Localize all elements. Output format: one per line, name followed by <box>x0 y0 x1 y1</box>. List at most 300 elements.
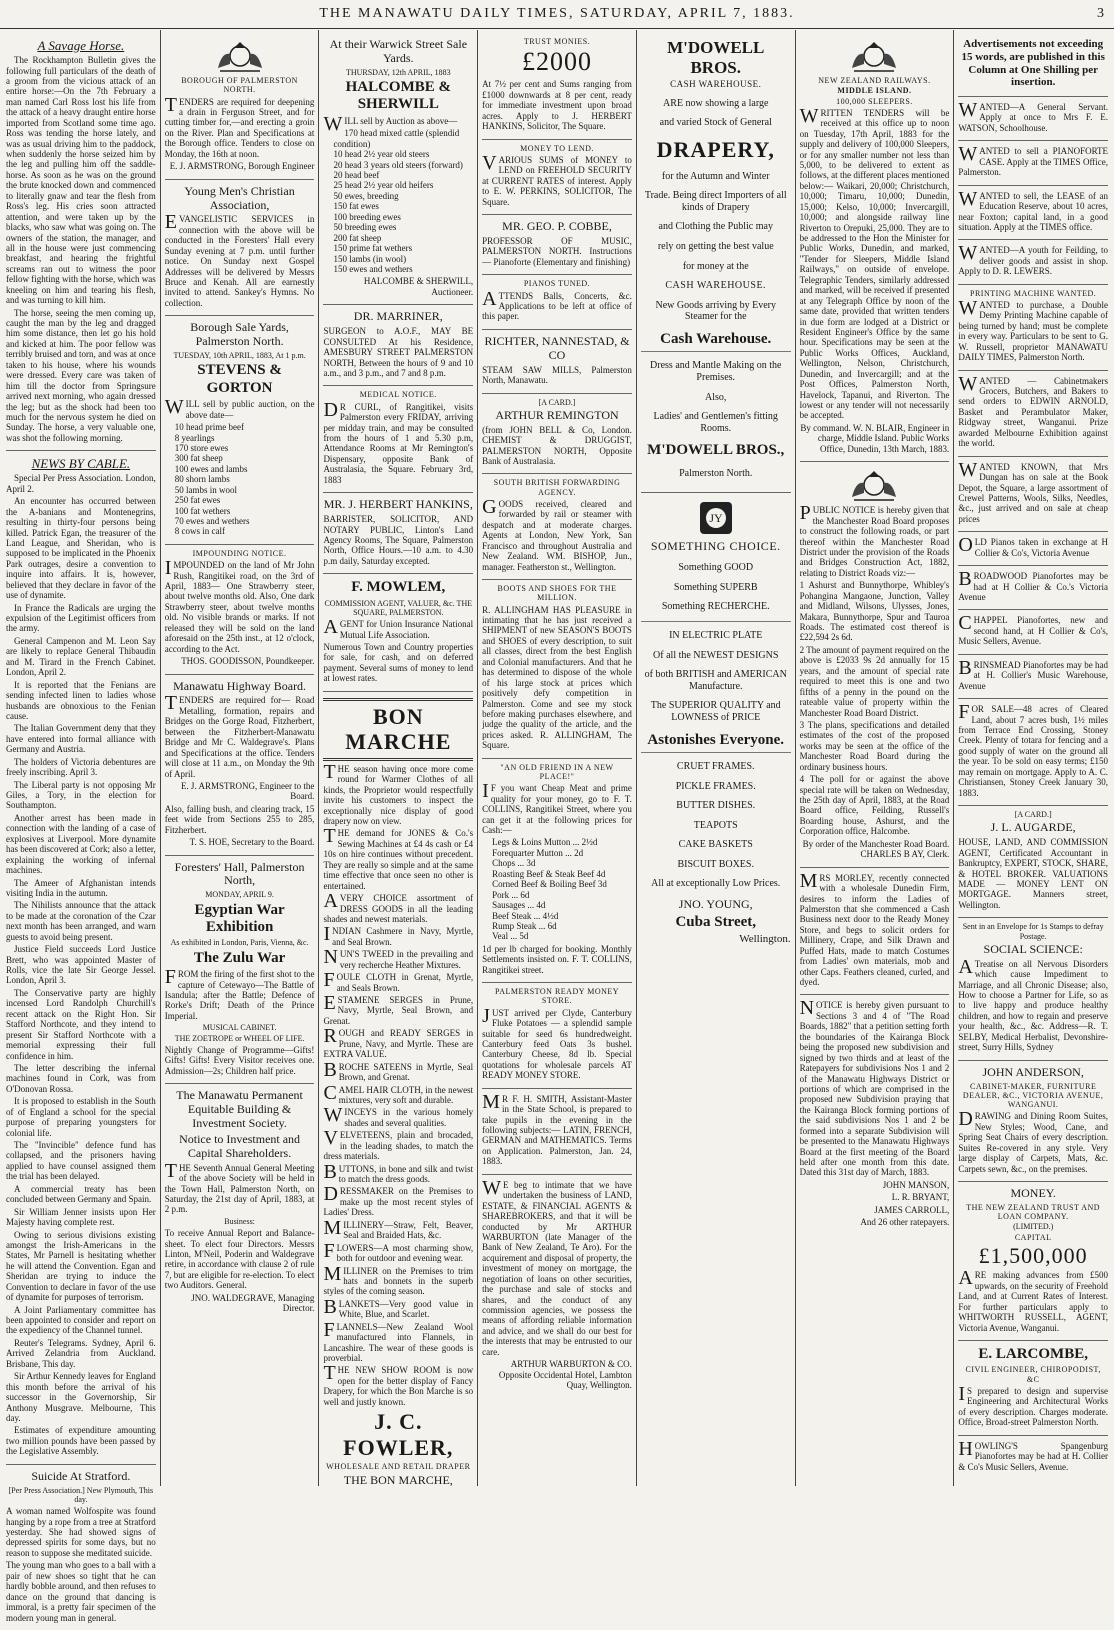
ad-title: Foresters' Hall, Palmerston North, <box>174 859 305 888</box>
ad-body: DR CURL, of Rangitikei, visits Palmerston every FRIDAY, arriving per midday train, and may be consulted from the hours of 1 and 5.30 p.m, Attendance Rooms at Mr Remington's Dispensary, opposite Bank of Australasia, the Square. February 3rd, 1883 <box>323 398 474 485</box>
ad-title: At their Warwick Street Sale Yards. <box>329 37 468 65</box>
ad-title: ARTHUR REMINGTON <box>495 407 619 422</box>
zulu-title: The Zulu War <box>193 949 286 966</box>
paragraph: The holders of Victoria debentures are freely inscribing. April 3. <box>6 756 156 778</box>
ad-signature: By order of the Manchester Road Board. CHARLES B AY, Clerk. <box>802 838 950 860</box>
list-item: 20 head beef <box>333 170 380 181</box>
ad-line: Something GOOD <box>678 562 754 574</box>
mdowell-bros-ad <box>641 33 791 493</box>
ad-body: WE beg to intimate that we have undertaken the business of LAND, ESTATE, & FINANCIAL AGENTS & SHAREBROKERS, and that it will be conducted by Mr ARTHUR WARBURTON (late Manager of the Bank of New Zealand, Te Aro). For the acquirement and disposal of property, the investment of money on mortgage, the negotiation of loans on other securities, the purchase and sale of stocks and shares, and the conduct of any commission agencies, we possess the means of affording reliable information and advice, and we shall do our best for the interests that may be entrusted to our care. <box>482 1176 632 1357</box>
wanted-ad <box>958 97 1108 141</box>
list-item: 100 fat wethers <box>174 505 231 516</box>
ad-title: JOHN ANDERSON, <box>982 1064 1084 1079</box>
ad-date: THURSDAY, 12th APRIL, 1883 <box>345 67 451 77</box>
list-item: 10 head prime beef <box>174 422 244 433</box>
list-item: 50 breeding ewes <box>333 222 397 233</box>
cash-warehouse: CASH WAREHOUSE. <box>665 280 767 292</box>
ad-item: BLANKETS—Very good value in White, Blue, and Scarlet. <box>323 1295 474 1320</box>
capital-amount: £1,500,000 <box>978 1242 1088 1268</box>
amount: £2000 <box>522 47 593 77</box>
for-sale-ad <box>958 699 1108 806</box>
ad-signature: T. S. HOE, Secretary to the Board. <box>189 837 315 848</box>
ad-title: Manawatu Highway Board. <box>173 678 307 693</box>
ad-body: WANTED to sell, the LEASE of an Education Reserve, about 10 acres, near Foxton; capital land, in a good situation. Apply at the TIMES office. <box>958 187 1109 232</box>
subdivision-notice-ad <box>800 995 950 1234</box>
ad-body: ATreatise on all Nervous Disorders which cause Impediment to Marriage, and all Chronic Disease; also, How to choose a Partner for Life, so as to live happy and produce healthy children, and how to regain and preserve your health, &c., &c. Address—R. T. SELBY, Medical Herbalist, Devonshire-street, Surry Hills, Sydney <box>958 955 1109 1053</box>
fowler-sub2: THE BON MARCHE, <box>343 1472 453 1487</box>
price-list <box>492 837 632 941</box>
ad-body: At 7½ per cent and Sums ranging from £1000 downwards at 8 per cent, ready for immediate investment upon broad acres. Apply to J. HERBERT HANKINS, Solicitor, The Square. <box>482 79 632 132</box>
ad-title: MONEY. <box>1010 1185 1056 1200</box>
ad-item: CAKE BASKETS <box>678 839 753 851</box>
ad-body: WRITTEN TENDERS will be received at this office up to noon on Tuesday, 17th April, 1883 for the supply and delivery of 100,000 Sleepers, or for any smaller number not less than 5,000, to be delivered to extent as follows, at the different places mentioned below:— Waikari, 20,000; Christchurch, 10,000; Timaru, 10,000; Dunedin, 15,000; Kelso, 10,000; Invercargill, 10,000; and alongside railway line Riverton to Orepuki, 25,000. They are to be addressed to the Hon the Minister for Public Works, Dunedin, and marked, "Tender for Sleepers, Middle Island Railways," on outside of envelope. Telegraphic Tenders, similarly addressed and marked, will be received if presented at any Telegraph Office by noon of the same date, provided that written tenders in due form are lodged at a District or Resident Engineer's Office by the same hour. Specifications may be seen at the Public Works Offices, Auckland, Wellington, Nelson, Christchurch, Dunedin, and Invercargill; and at the Post Offices, Palmerston North, Havelock, Tapanui, and Riverton. The lowest or any tender will not necessarily be accepted. <box>799 104 950 421</box>
augarde-ad <box>958 806 1108 918</box>
ad-item: ESTAMENE SERGES in Prune, Navy, Myrtle, Seal Brown, and Grenat. <box>323 992 474 1026</box>
wanted-ad <box>958 141 1108 185</box>
ad-body: WANTED KNOWN, that Mrs Dungan has on sale at the Book Depot, the Square, a large assortment of Crewel Patterns, Wools, Silks, Needles, &c., just arrived and on sale at cheap prices <box>958 458 1109 524</box>
ad-body: TENDERS are required for deepening a drain in Ferguson Street, and for cutting timber for,—and erecting a groin on the River. Plan and Specifications at the Borough office. Tenders to close on Monday, the 16th at noon. <box>164 93 315 159</box>
ad-body: CHAPPEL Pianofortes, new and second hand, at H Collier & Co's, Music Sellers, Avenue. <box>958 612 1109 647</box>
ad-title: MR. J. HERBERT HANKINS, <box>323 497 473 512</box>
ready-money-store-ad <box>482 983 632 1089</box>
ad-title: "AN OLD FRIEND IN A NEW PLACE!" <box>500 762 614 781</box>
paragraph: Estimates of expenditure amounting two million pounds have been passed by the Legislative Assembly. <box>6 1425 156 1457</box>
ad-title: E. LARCOMBE, <box>978 1346 1088 1363</box>
list-item: 50 lambs in wool <box>174 484 237 495</box>
ad-body: PUBLIC NOTICE is hereby given that the Manchester Road Board proposes to construct the following roads, or part thereof within the Manchester Road District under the provision of the Roads and Bridges Construction Act, 1882, relating to District Roads viz:— <box>799 502 950 578</box>
ad-item: FLANNELS—New Zealand Wool manufactured into Flannels, in Lancashire. The wear of these goods is proverbial. <box>323 1318 474 1364</box>
trust-loan-ad <box>958 1182 1108 1341</box>
piano-ad <box>958 532 1108 566</box>
ad-signature: By command. W. N. BLAIR, Engineer in charge, Middle Island. Public Works Office, Dunedin, 13th March, 1883. <box>800 422 950 454</box>
paragraph: Reuter's Telegrams. Sydney, April 6. Arrived Zelandria from Auckland. Brisbane, This day. <box>6 1337 156 1369</box>
classified-header <box>958 33 1108 97</box>
column-1 <box>2 30 161 1623</box>
list-item: 170 head mixed cattle (splendid condition) <box>333 128 460 149</box>
ad-title: SOMETHING CHOICE. <box>650 539 781 554</box>
ad-sub: CABINET-MAKER, FURNITURE DEALER, &C., VICTORIA AVENUE, WANGANUI. <box>962 1081 1104 1110</box>
warburton-ad <box>482 1175 632 1398</box>
ad-title: SOUTH BRITISH FORWARDING AGENCY. <box>493 478 621 497</box>
article-body <box>6 473 156 1456</box>
ad-body: ATTENDS Balls, Concerts, &c. Applications to be left at office of this paper. <box>482 287 632 322</box>
ad-title: PIANOS TUNED. <box>523 279 591 289</box>
wanted-ad <box>958 240 1108 284</box>
list-item: 80 shorn lambs <box>174 474 230 485</box>
list-item: 10 head 2½ year old steers <box>333 149 430 160</box>
divider <box>641 752 791 753</box>
ad-title: Borough Sale Yards, Palmerston North. <box>190 320 289 349</box>
ad-item: MILLINERY—Straw, Felt, Beaver, Seal and Braided Hats, &c. <box>323 1216 474 1241</box>
ad-item: AVERY CHOICE assortment of DRESS GOODS in all the leading shades and newest materials. <box>323 890 474 924</box>
ad-subtitle: 100,000 SLEEPERS. <box>836 96 913 106</box>
ad-title: J. L. AUGARDE, <box>990 820 1076 835</box>
ad-line: Dress and Mantle Making on the Premises. <box>650 360 782 383</box>
ad-title: TRUST MONIES. <box>523 37 591 46</box>
piano-ad <box>958 610 1108 654</box>
ad-body: MR F. H. SMITH, Assistant-Master in the State School, is prepared to take pupils in the evening in the following subjects:— LATIN, FRENCH, GERMAN and MATHEMATICS. Terms on Application. Palmerston, Jan. 24, 1883. <box>482 1090 632 1167</box>
fowler-name: J. C. FOWLER, <box>343 1409 454 1460</box>
suicide-article <box>6 1465 156 1630</box>
ad-item: FLOWERS—A most charming show, both for outdoor and evening wear. <box>323 1239 474 1264</box>
paragraph: Owing to serious divisions existing amongst the Irish-Americans in the States, Mr Parnell is hesitating whether he will attend the Convention. Egan and Sheridan are trying to induce the Convention to declare in favor of the use of dynamite for purposes of terrorism. <box>6 1229 156 1303</box>
paragraph: The Nihilists announce that the attack to be made at the coronation of the Czar next month has been arranged, and warn guests to avoid being present. <box>6 900 156 942</box>
ad-item: FOULE CLOTH in Grenat, Myrtle, and Seals Brown. <box>323 969 474 993</box>
smith-tuition-ad <box>482 1089 632 1175</box>
paragraph: It is reported that the Fenians are sending infected linen to ladies whose husbands are obnoxious to the Fenian cause. <box>6 679 156 721</box>
railways-tender-ad <box>800 33 950 462</box>
ad-item: THE NEW SHOW ROOM is now open for the better display of Fancy Drapery, for which the Bon Marche is so well and justly known. <box>323 1362 474 1407</box>
ad-item: THE demand for JONES & Co.'s Sewing Machines at £4 4s cash or £4 10s on hire continues without precedent. They are really so simple and at the same time effective that once seen no other is entertained. <box>323 825 474 891</box>
ad-body: JUST arrived per Clyde, Canterbury Fluke Potatoes — a splendid sample suitable for seed 6s hundredweight. Canterbury feed Oats 3s bushel. Canterbury Cheese, 8d lb. Special quotations for wholesale parcels AT READY MONEY STORE. <box>482 1004 632 1081</box>
paragraph: Special Per Press Association. London, April 2. <box>6 473 156 494</box>
printing-machine-ad <box>958 285 1108 371</box>
ad-body: IMPOUNDED on the land of Mr John Rush, Rangitikei road, on the 3rd of April, 1883— One Strawberry steer, about twelve months old. Also, One dark Strawberry steer, about twelve months old. No visible brands or marks. If not released they will be sold on the land aforesaid on the 25th inst., at 12 o'clock, according to the Act. <box>164 557 315 654</box>
ad-line: and varied Stock of General <box>659 117 772 129</box>
list-item: 150 ewes and wethers <box>333 263 413 274</box>
price-row: Beef Steak ... 4½d <box>492 910 559 921</box>
ad-body: To receive Annual Report and Balance-sheet. To elect four Directors. Messrs Linton, M'Neil, Poderin and Waldegrave retire, in accordance with clause 2 of rule 7, but are eligible for re-election. To elect two Auditors. General. <box>164 1228 315 1291</box>
ad-sub: THE NEW ZEALAND TRUST AND LOAN COMPANY. <box>966 1202 1101 1222</box>
list-item: 100 ewes and lambs <box>174 463 248 474</box>
larcombe-ad <box>958 1341 1108 1436</box>
article-title: NEWS BY CABLE. <box>31 456 131 472</box>
howling-ad <box>958 1436 1108 1479</box>
ad-line: IN ELECTRIC PLATE <box>669 629 763 641</box>
paragraph: General Campenon and M. Leon Say are likely to replace General Thibaudin and M. Tirard in the French Cabinet. London, April 2. <box>6 635 156 678</box>
column-2 <box>161 30 320 1486</box>
borough-tender-ad <box>165 33 315 180</box>
ad-line: Of all the NEWEST DESIGNS <box>653 649 779 661</box>
ad-body: AGENT for Union Insurance National Mutual Life Association. <box>323 616 474 640</box>
ad-signature: ARTHUR WARBURTON & CO. Opposite Occidental Hotel, Lambton Quay, Wellington. <box>498 1359 632 1391</box>
list-item: 8 yearlings <box>174 432 215 443</box>
paragraph: It is proposed to establish in the South of of England a school for the special purpose of preparing youngsters for colonial life. <box>6 1096 156 1138</box>
page-number: 3 <box>1097 6 1106 21</box>
highway-board-ad <box>165 675 315 856</box>
ad-card: [A CARD.] <box>538 397 576 407</box>
price-row: Chops ... 3d <box>492 858 536 869</box>
money-to-lend-ad <box>482 140 632 215</box>
ad-title: MONEY TO LEND. <box>520 143 594 153</box>
masthead-title: THE MANAWATU DAILY TIMES, SATURDAY, APRIL 7, 1883. <box>319 6 795 21</box>
ad-line: Something SUPERB <box>673 581 758 593</box>
masthead <box>0 6 1114 29</box>
column-5 <box>637 30 796 1486</box>
list-item: 50 ewes, breeding <box>333 190 399 201</box>
list-item: 250 fat ewes <box>174 495 221 506</box>
ad-body: FOR SALE—48 acres of Cleared Land, about 7 acres bush, 1½ miles from Terrace End Crossing, Stoney Creek. Plenty of totara for fencing and a good supply of water on the ground all the year. To be sold on easy terms; £150 may remain on mortgage. Apply to A. C. Christiansen, Stoney Creek January 30, 1883. <box>958 701 1109 798</box>
ad-body: VARIOUS SUMS of MONEY to LEND on FREEHOLD SECURITY at CURRENT RATES of interest. Apply to E. W. PERKINS, SOLICITOR, The Square. <box>482 151 632 207</box>
ad-line: rely on getting the best value <box>657 240 774 252</box>
butcher-ad <box>482 759 632 983</box>
ad-signature: HALCOMBE & SHERWILL, Auctioneer. <box>363 276 474 297</box>
list-item: 200 fat sheep <box>333 232 382 243</box>
ad-line: All at exceptionally Low Prices. <box>651 878 781 890</box>
ad-line: and Clothing the Public may <box>658 221 773 233</box>
ad-item: CAMEL HAIR CLOTH, in the newest mixtures, very soft and durable. <box>323 1081 474 1105</box>
ad-body: STEAM SAW MILLS, Palmerston North, Manawatu. <box>482 364 632 386</box>
ad-body: HOWLING'S Spangenburg Pianofortes may be had at H. Collier & Co's Music Sellers, Avenue. <box>958 1437 1109 1472</box>
ad-line: New Goods arriving by Every Steamer for the <box>655 299 776 323</box>
ad-item: BUTTONS, in bone and silk and twist to match the dress goods. <box>323 1160 474 1185</box>
ad-title: MEDICAL NOTICE. <box>359 390 437 400</box>
stock-list <box>333 128 473 274</box>
wanted-known-ad <box>958 457 1108 533</box>
ad-title: RICHTER, NANNESTAD, & CO <box>484 333 630 362</box>
paragraph: A commercial treaty has been concluded between Germany and Spain. <box>6 1183 156 1205</box>
ad-signature: JOHN MANSON, <box>882 1179 950 1190</box>
marriner-ad <box>323 305 473 386</box>
ad-item: MILLINER on the Premises to trim hats and bonnets in the superb styles of the coming season. <box>323 1262 474 1297</box>
paragraph: Justice Field succeeds Lord Justice Brett, who was appointed Master of Rolls, vice the late Sir George Jessel. London, April 3. <box>6 944 156 986</box>
paragraph: In France the Radicals are urging the expulsion of the Legitimist officers from the army. <box>6 602 156 634</box>
ad-body: EVANGELISTIC SERVICES in connection with the above will be conducted in the Foresters' Hall every Sunday evening at 7 p.m. until further notice. On Sunday next Gospel Addresses will be delivered by Messrs Bruce and Kenah. All are earnestly invited to attend. Sankey's Hymns. No collection. <box>164 211 315 308</box>
ad-body: ARE making advances from £500 upwards, on the security of Freehold Land, and at Current Rates of Interest. For further particulars apply to WHITWORTH RUSSELL, AGENT, Victoria Avenue, Wanganui. <box>958 1267 1109 1333</box>
price-row: Roasting Beef & Steak Beef 4d <box>492 868 606 879</box>
stock-list <box>175 422 315 537</box>
list-item: 300 fat sheep <box>174 453 223 464</box>
piano-ad <box>958 655 1108 699</box>
column-4 <box>478 30 637 1486</box>
ad-line: The SUPERIOR QUALITY and LOWNESS of PRICE <box>650 700 781 723</box>
musical-cabinet: MUSICAL CABINET. <box>202 1023 277 1033</box>
divider <box>323 698 473 701</box>
trust-monies-ad <box>482 33 632 140</box>
paragraph: The horse, seeing the men coming up, caught the man by the leg and dragged him some distance, then let go his hold and kicked at him. The poor fellow was terribly bruised and torn, and was at once taken to his house, where his wounds were dressed. Every care was taken of him till the doctor from Springsure arrived next morning, who again dressed the leg; but as the shock had been too much for the nervous system he died on Sunday. The horse, a very valuable one, was shot the following morning. <box>6 307 156 443</box>
ad-item: NUN'S TWEED in the prevailing and very recherche Heather Mixtures. <box>323 946 474 970</box>
ad-sub: COMMISSION AGENT, VALUER, &c. THE SQUARE, PALMERSTON. <box>324 598 473 617</box>
ad-brand: M'DOWELL BROS., <box>647 442 785 459</box>
divider <box>641 351 791 352</box>
ymca-ad <box>165 180 315 317</box>
ad-item: BISCUIT BOXES. <box>677 858 754 870</box>
ad-sub: CIVIL ENGINEER, CHIROPODIST, &C <box>965 1365 1101 1384</box>
exhibition-title: Egyptian War Exhibition <box>194 901 285 936</box>
paragraph: Sir Arthur Kennedy leaves for England this month before the arrival of his successor in the Governorship, Sir Anthony Musgrave. Melbourne, This day. <box>6 1371 156 1423</box>
paragraph: The "Invincible" defence fund has collapsed, and the prisoners having applied to have counsel assigned them the trial has been delayed. <box>6 1140 156 1182</box>
ad-line: of both BRITISH and AMERICAN Manufacture. <box>644 669 787 692</box>
cobbe-ad <box>482 215 632 275</box>
divider <box>323 758 473 761</box>
morley-ad <box>800 868 950 996</box>
column-6 <box>796 30 955 1486</box>
ad-street: Cuba Street, <box>675 913 757 930</box>
ad-body: TENDERS are required for— Road Metalling, formation, repairs and Bridges on the Gorge Road, Fitzherbert, between the Fitzherbert-Manawatu Bridge and Mr C. Waldegrave's. Plans and Specifications at the office. Tenders will close at 11 a.m., on Monday the 9th of April. <box>164 692 315 779</box>
savage-horse-article <box>6 33 156 451</box>
cable-news-article <box>6 451 156 1464</box>
ad-body: SURGEON to A.O.F., MAY BE CONSULTED At his Residence, AMESBURY STREET PALMERSTON NORTH, Between the hours of 9 and 10 a.m., and 3 p.m., and 7 and 8 p.m. <box>323 326 474 378</box>
ad-signature: JAMES CARROLL, <box>874 1204 950 1215</box>
article-body <box>6 55 156 443</box>
ad-line: Ladies' and Gentlemen's fitting Rooms. <box>653 411 778 434</box>
ad-item: WINCEYS in the various homely shades and several qualities. <box>323 1104 474 1128</box>
ad-line: for the Autumn and Winter <box>661 170 770 182</box>
ad-signature: THOS. GOODISSON, Poundkeeper. <box>181 656 315 667</box>
paragraph: The letter describing the infernal machines found in Cork, was from O'Donovan Rossa. <box>6 1062 156 1094</box>
ad-date: TUESDAY, 10th APRIL, 1883, At 1 p.m. <box>173 351 306 361</box>
remington-ad <box>482 394 632 475</box>
paragraph: Another arrest has been made in connection with the landing of a case of explosives at Liverpool. More dynamite has been discovered at Cork; also a letter, explaining the working of infernal machines. <box>6 812 156 876</box>
ad-item: CRUET FRAMES. <box>676 760 755 772</box>
ad-title: The Manawatu Permanent Equitable Building & Investment Society. <box>176 1088 303 1130</box>
ad-title: BOROUGH OF PALMERSTON NORTH. <box>181 76 298 95</box>
boots-shoes-ad <box>482 580 632 759</box>
price-row: Forequarter Mutton ... 2d <box>492 847 584 858</box>
ad-line: Trade. Being direct Importers of all kinds of Drapery <box>644 190 787 213</box>
column-3 <box>319 30 478 1486</box>
price-row: Corned Beef & Boiling Beef 3d <box>492 879 607 890</box>
ad-signature: And 26 other ratepayers. <box>860 1217 950 1228</box>
ad-body: GOODS received, cleared and forwarded by rail or steamer with despatch and at moderate charges. Agents at London, New York, San Francisco and throughout Australia and New Zealand. WM. BISHOP, Jun., manager. Featherston st., Wellington. <box>482 496 632 572</box>
ad-item: 1 Ashurst and Bunnythorpe, Whibley's Pohangina Mangaone, Junction, Valley and Midland, Wilsons, Ulysses, Jones, Makara, Bunnythorpe, Spur and Tauroa Roads. The estimated cost thereof is £22,594 2s 6d. <box>799 580 950 643</box>
road-board-notice-ad <box>800 462 950 867</box>
social-science-ad <box>958 918 1108 1060</box>
list-item: 70 ewes and wethers <box>174 516 250 527</box>
ad-item: TEAPOTS <box>693 819 738 831</box>
ad-line: Something RECHERCHE. <box>661 601 770 613</box>
ad-title: Young Men's Christian Association, <box>184 183 295 212</box>
medical-notice-ad <box>323 386 473 493</box>
ad-title: IMPOUNDING NOTICE. <box>192 548 287 558</box>
royal-crest-icon <box>212 38 268 74</box>
list-item: 8 cows in calf <box>174 526 225 537</box>
exhibition-sub: As exhibited in London, Paris, Vienna, &c. <box>170 938 309 948</box>
ad-intro: WILL sell by Auction as above— <box>323 112 458 135</box>
price-row: Rump Steak ... 6d <box>492 920 557 931</box>
paragraph: A Joint Parliamentary committee has been appointed to consider and report on the expediency of the Channel tunnel. <box>6 1304 156 1336</box>
paragraph: The Ameer of Afghanistan intends visiting India in the autumn. <box>6 877 156 898</box>
ad-body: IF you want Cheap Meat and prime quality for your money, go to F. T. COLLINS, Rangitikei Street, where you can get it at the following prices for Cash:— <box>482 780 632 835</box>
ad-body: WANTED—A youth for Feilding, to deliver goods and assist in shop. Apply to D. R. LEWERS. <box>958 242 1109 277</box>
ad-subtitle: Notice to Investment and Capital Shareholders. <box>179 1131 301 1160</box>
cash-warehouse-bold: Cash Warehouse. <box>660 330 772 347</box>
ad-intro: THE season having once more come round for Warmer Clothes of all kinds, the Proprietor would respectfully invite his customers to inspect the exceptionally nice display of good drapery now on view. <box>323 760 474 827</box>
columns <box>2 30 1112 1623</box>
ad-body: IS prepared to design and supervise Engineering and Architectural Works of every description. Charges moderate. Office, Broad-street Palmerston North. <box>958 1382 1109 1428</box>
list-item: 150 lambs (in wool) <box>333 253 407 264</box>
ad-title: SOCIAL SCIENCE: <box>983 941 1083 956</box>
list-item: 150 prime fat wethers <box>333 243 413 254</box>
ad-body: Also, falling bush, and clearing track, 15 feet wide from Sections 255 to 285, Fitzherbert. <box>164 803 315 835</box>
ad-item: ROUGH and READY SERGES in Prune, Navy, and Myrtle. These are EXTRA VALUE. <box>323 1025 474 1060</box>
article-title: Suicide At Stratford. <box>31 1468 131 1483</box>
ad-item: PICKLE FRAMES. <box>675 780 756 792</box>
article-dateline: [Per Press Association.] New Plymouth, This day. <box>8 1485 154 1504</box>
building-society-ad <box>165 1084 315 1320</box>
ad-body: THE Seventh Annual General Meeting of the above Society will be held in the Town Hall, Palmerston North, on Saturday, the 21st day of April, 1883, at 2 p.m. <box>164 1159 315 1215</box>
ad-signature: E. J. ARMSTRONG, Engineer to the Board. <box>180 780 315 802</box>
filler-paragraph: The young man who goes to a ball with a pair of new shoes so tight that he can hardly bobble around, and then refuses to dance on the ground that dancing is immoral, is a pretty fair specimen of the modern young man in general. <box>6 1560 156 1623</box>
ad-brand: JNO. YOUNG, <box>678 897 753 912</box>
ad-body: DRAWING and Dining Room Suites, New Styles; Wood, Cane, and Spring Seat Chairs of every description. Suites Re-covered in any style. Very large display of Carpets, Mats, &c. Carpets sewn, &c., on the premises. <box>958 1108 1109 1174</box>
auctioneer-name: STEVENS & GORTON <box>197 362 282 396</box>
ad-intro: WILL sell by public auction, on the above date— <box>164 396 315 420</box>
ad-business: Business: <box>224 1216 255 1226</box>
ad-title: MR. GEO. P. COBBE, <box>502 219 612 234</box>
ad-body: WANTED to sell a PIANOFORTE CASE. Apply at the TIMES Office, Palmerston. <box>958 143 1109 178</box>
ad-body: WANTED to purchase, a Double Demy Printing Machine capable of being turned by hand; must be complete in every way. Particulars to be sent to G. W. Russell, proprietor MANAWATU DAILY TIMES, Palmerston North. <box>958 296 1109 363</box>
richter-ad <box>482 330 632 394</box>
column-7 <box>954 30 1112 1486</box>
fowler-sub: WHOLESALE AND RETAIL DRAPER <box>326 1462 471 1472</box>
ad-date: MONDAY, APRIL 9. <box>205 890 274 900</box>
ad-body: WANTED—A General Servant. Apply at once to Mrs F. E. WATSON, Schoolhouse. <box>958 99 1109 133</box>
ad-body: BRINSMEAD Pianofortes may be had at H. Collier's Music Warehouse, Avenue <box>958 656 1109 691</box>
ad-title: M'DOWELL BROS. <box>667 38 765 77</box>
ad-title: F. MOWLEM, <box>351 579 446 596</box>
drapery-heading: DRAPERY, <box>656 137 775 163</box>
ad-line: for money at the <box>682 260 749 272</box>
ad-item: 3 The plans, specifications and detailed estimates of the cost of the proposed works may be seen at the office of the Manchester Road Board during the ordinary business hours. <box>799 719 950 772</box>
ad-body: BARRISTER, SOLICITOR, AND NOTARY PUBLIC, Linton's Land Agency Rooms, The Square, Palmerston North, Office Hours.—10 a.m. to 4.30 p.m daily, Saturday excepted. <box>323 514 474 566</box>
paragraph: An encounter has occurred between the A-banians and Montenegrins, resulting in thirty-four persons being killed. Patrick Egan, the treasurer of the Land League, and Sheridan, who is supposed to be implicated in the Phoenix Park outrages, desire a convention to inquire into affairs. It is, however, believed that they declare in favor of the use of dynamite. <box>6 496 156 601</box>
ad-header: Advertisements not exceeding 15 words, are published in this Column at One Shilling per insertion. <box>961 38 1105 89</box>
ad-title: PALMERSTON READY MONEY STORE. <box>494 987 620 1006</box>
ad-body: Numerous Town and Country properties for sale, for cash, and on deferred payment. Several sums of money to lend at lowest rates. <box>323 642 474 684</box>
hankins-ad <box>323 493 473 574</box>
ad-title: BOOTS AND SHOES FOR THE MILLION. <box>497 584 617 603</box>
ad-body: BROADWOOD Pianofortes may be had at H Collier & Co.'s Victoria Avenue <box>958 568 1109 603</box>
piano-ad <box>958 566 1108 610</box>
ad-sub: (LIMITED.) <box>1013 1222 1054 1232</box>
ad-item: DRESSMAKER on the Premises to make up the most recent styles of Ladies' Dress. <box>323 1183 474 1218</box>
ad-body: PROFESSOR OF MUSIC, PALMERSTON NORTH. Instructions — Pianoforte (Elementary and finishing) <box>482 235 632 267</box>
article-body: A woman named Wolfospite was found hanging by a rope from a tree at Stratford yesterday. She had showed signs of depressed spirits for some days, but no reason to suppose she meditated suicide. <box>6 1506 156 1558</box>
bon-marche-ad <box>323 692 473 1495</box>
list-item: 150 fat ewes <box>333 201 379 212</box>
anderson-ad <box>958 1061 1108 1182</box>
ad-title: PRINTING MACHINE WANTED. <box>970 288 1097 298</box>
ad-title: DR. MARRINER, <box>353 309 443 324</box>
ad-item: BUTTER DISHES. <box>676 800 756 812</box>
impounding-ad <box>165 545 315 675</box>
price-row: Pork ... 6d <box>492 889 530 900</box>
royal-crest-icon <box>846 467 902 503</box>
list-item: 20 head 3 years old steers (forward) <box>333 159 463 170</box>
foresters-hall-ad <box>165 856 315 1085</box>
svg-text:JY: JY <box>709 511 723 526</box>
ad-signature: L. R. BRYANT, <box>891 1192 950 1203</box>
ad-item: 2 The amount of payment required on the above is £2033 9s 2d annually for 15 years, and the amount of special rate required to meet this is one and two fifths of a penny in the pound on the rateable value of property within the Manchester Road Board District. <box>799 644 950 718</box>
forwarding-agency-ad <box>482 474 632 580</box>
ad-note: 1d per lb charged for booking. Monthly Settlements insisted on. F. T. COLLINS, Rangitikei street. <box>482 943 632 975</box>
astonish-heading: Astonishes Everyone. <box>647 731 785 748</box>
auctioneer-name: HALCOMBE & SHERWILL <box>345 79 451 113</box>
article-title: A Savage Horse. <box>37 38 125 53</box>
pianos-tuned-ad <box>482 275 632 330</box>
ad-note: Sent in an Envelope for 1s Stamps to defray Postage. <box>962 922 1104 941</box>
price-row: Legs & Loins Mutton ... 2½d <box>492 837 598 848</box>
saleyards-ad <box>165 316 315 545</box>
ad-body: FROM the firing of the first shot to the capture of Cetewayo—The Battle of Isandula; after the Battle; Defence of Rorke's Drift; Death of the Prince Imperial. <box>164 966 315 1021</box>
wanted-ad <box>958 186 1108 241</box>
list-item: 100 breeding ewes <box>333 211 401 222</box>
paragraph: The Rockhampton Bulletin gives the following full particulars of the death of a groom from the vicious attack of an entire horse:—On the 7th February a man named Carl Ross lost his life from the attack of a heavy draught entire horse imported from Scotland some time ago. Ross was tending the horse lately, and was as usual driving him to the paddock, when suddenly the horse seized him by the leg and pulling him off the saddle-horse. As soon as he was on the ground the brute knocked down and commenced to literally gnaw and tear the flesh from Ross's leg. His cries soon attracted attention, and were taken up by the blacks, who saw what was going on. The owners of the station, the manager, and all in the house were just commencing breakfast, and hearing the frightful screams ran out to witness the poor fellow fighting with the horse, which was kneeling on him and tearing his flesh, and was turning to kill him. <box>6 55 156 306</box>
price-row: Sausages ... 4d <box>492 900 546 911</box>
paragraph: The Italian Government deny that they have entered into formal alliance with Germany and Austria. <box>6 723 156 755</box>
ad-subtitle: MIDDLE ISLAND. <box>837 86 912 96</box>
royal-crest-icon <box>846 38 902 74</box>
list-item: 25 head 2½ year old heifers <box>333 180 434 191</box>
cabinet-ad <box>958 371 1108 457</box>
ad-body: (from JOHN BELL & Co, London. CHEMIST & DRUGGIST, PALMERSTON NORTH, Opposite Bank of Australasia. <box>482 424 632 467</box>
ad-item: 4 The poll for or against the above special rate will be taken on Wednesday, the 25th day of April, 1883, at the Road Board office, Feilding, Russell's Boarding house, Ashurst, and the Corporation office, Halcombe. <box>799 774 950 837</box>
ad-item: VELVETEENS, plain and brocaded, in the leading shades, to match the dress materials. <box>323 1127 474 1162</box>
capital-label: CAPITAL <box>1014 1232 1052 1242</box>
ad-item: BROCHE SATEENS in Myrtle, Seal Brown, and Grenat. <box>323 1058 474 1083</box>
ad-signature: E. J. ARMSTRONG, Borough Engineer <box>169 161 315 172</box>
